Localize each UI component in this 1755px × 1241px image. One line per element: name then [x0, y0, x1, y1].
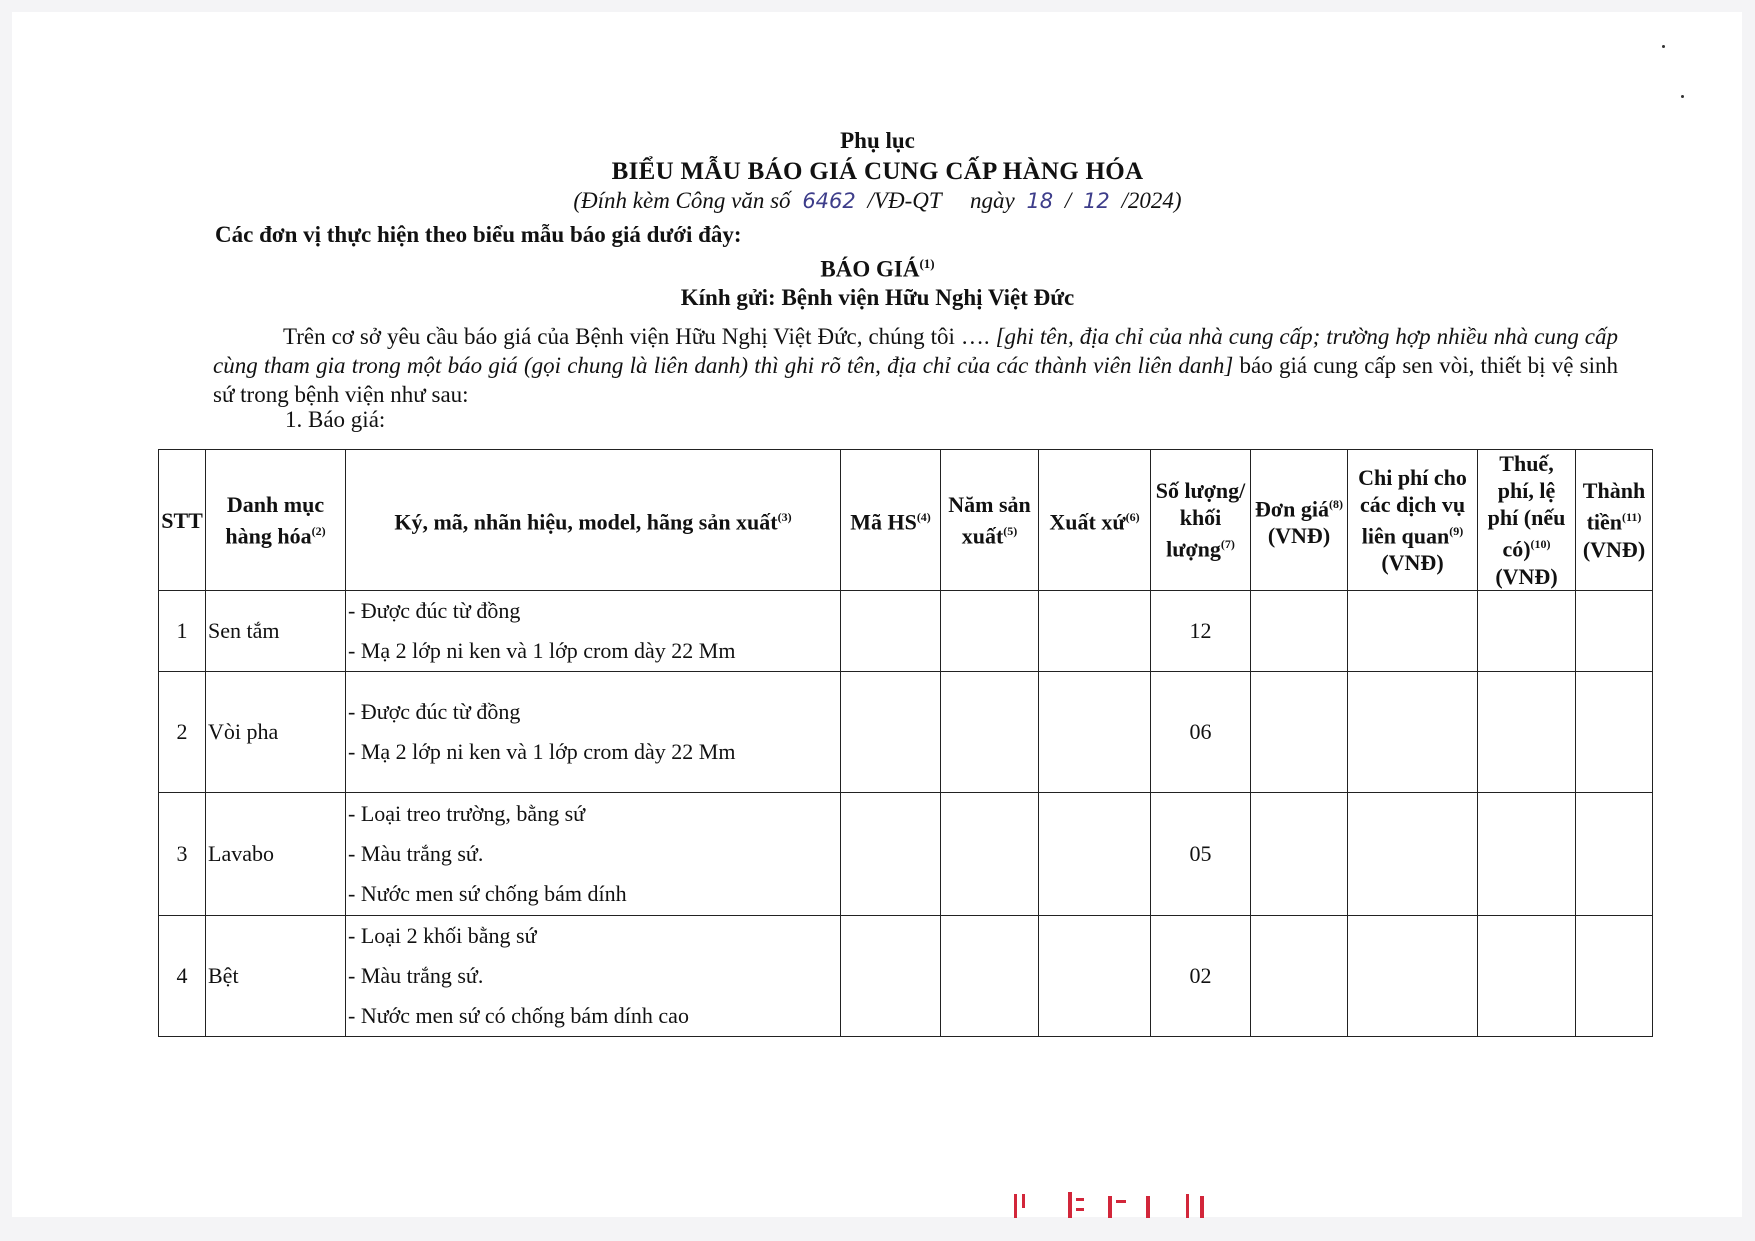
row-stt: 4	[159, 916, 206, 1037]
scan-speck	[1662, 45, 1665, 48]
row-item-name: Lavabo	[206, 793, 346, 916]
column-header-label: Thành tiền	[1582, 478, 1646, 535]
row-specs	[346, 672, 841, 793]
spec-line: - Được đúc từ đồng	[348, 598, 521, 623]
column-header-note: (7)	[1220, 537, 1235, 552]
intro-end: báo giá cung cấp sen vòi, thiết bị vệ sinh sứ trong bệnh viện như sau:	[213, 353, 1618, 407]
attachment-line: (Đính kèm Công văn số 6462 /VĐ-QT ngày 18 / 12 /2024)	[573, 188, 1182, 213]
row-hs-code	[841, 916, 941, 1037]
table-header-row	[159, 450, 1653, 591]
row-quantity: 12	[1151, 591, 1251, 672]
column-header	[1576, 450, 1653, 591]
intro-italic: [ghi tên, địa chỉ của nhà cung cấp; trường hợp nhiều nhà cung cấp cùng tham gia trong một báo giá (gọi chung là liên danh) thì ghi rõ tên, địa chỉ của các thành viên liên danh]	[213, 324, 1618, 378]
row-item-name: Sen tắm	[206, 591, 346, 672]
row-total	[1576, 793, 1653, 916]
row-specs	[346, 793, 841, 916]
column-header-note: (3)	[777, 510, 792, 525]
row-item-name: Vòi pha	[206, 672, 346, 793]
row-total	[1576, 672, 1653, 793]
row-hs-code	[841, 672, 941, 793]
column-header-note: (5)	[1003, 523, 1018, 538]
date-day: 18	[1026, 189, 1054, 213]
row-year	[941, 916, 1039, 1037]
quote-title: BÁO GIÁ$^{(1)}$	[820, 256, 935, 282]
column-header-label: Ký, mã, nhãn hiệu, model, hãng sản xuất	[394, 509, 778, 535]
spec-line: - Mạ 2 lớp ni ken và 1 lớp crom dày 22 Mm	[348, 638, 736, 663]
column-header	[1348, 450, 1478, 591]
row-service-cost	[1348, 591, 1478, 672]
appendix-heading: Phụ lục	[840, 128, 915, 153]
column-header-label: Danh mục hàng hóa	[225, 491, 325, 549]
column-header-note: (4)	[916, 510, 931, 525]
spec-line: - Loại 2 khối bằng sứ	[348, 923, 537, 948]
form-title: BIỂU MẪU BÁO GIÁ CUNG CẤP HÀNG HÓA	[611, 158, 1144, 185]
addressee: Kính gửi: Bệnh viện Hữu Nghị Việt Đức	[680, 285, 1075, 310]
scan-speck	[1681, 95, 1684, 98]
spec-line: - Được đúc từ đồng	[348, 699, 521, 724]
row-service-cost	[1348, 672, 1478, 793]
table-row	[159, 916, 1653, 1037]
column-header	[1478, 450, 1576, 591]
column-header	[1039, 450, 1151, 591]
column-header	[941, 450, 1039, 591]
row-quantity: 06	[1151, 672, 1251, 793]
column-header-label: STT	[161, 507, 203, 533]
row-specs	[346, 916, 841, 1037]
table-row	[159, 591, 1653, 672]
column-header-note: (8)	[1328, 496, 1343, 511]
column-header-label: Xuất xứ	[1049, 509, 1126, 535]
column-header-note: (9)	[1449, 523, 1464, 538]
table-row	[159, 793, 1653, 916]
column-header	[1251, 450, 1348, 591]
spec-line: - Nước men sứ có chống bám dính cao	[348, 1003, 689, 1028]
row-hs-code	[841, 793, 941, 916]
intro-paragraph	[213, 322, 1618, 409]
column-header-note: (11)	[1622, 510, 1642, 525]
dispatch-code: /VĐ-QT	[867, 188, 942, 213]
row-tax	[1478, 916, 1576, 1037]
row-service-cost	[1348, 793, 1478, 916]
row-origin	[1039, 793, 1151, 916]
date-year: /2024)	[1121, 188, 1182, 213]
column-header-note: (2)	[311, 523, 326, 538]
row-unit-price	[1251, 672, 1348, 793]
row-stt: 3	[159, 793, 206, 916]
spec-line: - Loại treo trường, bằng sứ	[348, 801, 586, 826]
column-header	[206, 450, 346, 591]
column-header-note: (10)	[1530, 537, 1551, 552]
row-quantity: 05	[1151, 793, 1251, 916]
column-header	[1151, 450, 1251, 591]
column-header-note: (6)	[1125, 510, 1140, 525]
column-header	[841, 450, 941, 591]
row-unit-price	[1251, 591, 1348, 672]
quote-title-note: (1)	[919, 256, 935, 271]
quote-table	[158, 449, 1653, 1037]
row-unit-price	[1251, 793, 1348, 916]
dispatch-number: 6462	[802, 189, 856, 213]
row-unit-price	[1251, 916, 1348, 1037]
spec-line: - Nước men sứ chống bám dính	[348, 881, 627, 906]
column-header-unit: (VNĐ)	[1495, 563, 1558, 589]
row-tax	[1478, 672, 1576, 793]
section-heading: 1. Báo giá:	[285, 407, 386, 432]
row-year	[941, 793, 1039, 916]
row-origin	[1039, 591, 1151, 672]
instruction-text: Các đơn vị thực hiện theo biểu mẫu báo giá dưới đây:	[215, 222, 742, 247]
column-header-label: Năm sản xuất	[948, 491, 1031, 549]
column-header-label: Mã HS	[850, 509, 917, 535]
spec-line: - Mạ 2 lớp ni ken và 1 lớp crom dày 22 Mm	[348, 739, 736, 764]
row-service-cost	[1348, 916, 1478, 1037]
row-stt: 1	[159, 591, 206, 672]
column-header	[159, 450, 206, 591]
column-header-unit: (VNĐ)	[1267, 523, 1331, 549]
row-tax	[1478, 591, 1576, 672]
date-month: 12	[1083, 189, 1110, 213]
row-origin	[1039, 672, 1151, 793]
column-header-unit: (VNĐ)	[1381, 550, 1444, 576]
column-header-label: Thuế, phí, lệ phí (nếu có)	[1487, 451, 1566, 562]
row-year	[941, 672, 1039, 793]
row-tax	[1478, 793, 1576, 916]
column-header-label: Số lượng/ khối lượng	[1155, 478, 1246, 562]
column-header-label: Đơn giá	[1255, 496, 1329, 522]
spec-line: - Màu trắng sứ.	[348, 841, 484, 866]
row-year	[941, 591, 1039, 672]
row-item-name: Bệt	[206, 916, 346, 1037]
table-row	[159, 672, 1653, 793]
row-total	[1576, 591, 1653, 672]
column-header-unit: (VNĐ)	[1582, 536, 1646, 562]
column-header	[346, 450, 841, 591]
date-label: ngày	[969, 188, 1015, 213]
row-stt: 2	[159, 672, 206, 793]
spec-line: - Màu trắng sứ.	[348, 963, 484, 988]
row-quantity: 02	[1151, 916, 1251, 1037]
column-header-label: Chi phí cho các dịch vụ liên quan	[1358, 464, 1467, 549]
intro-plain: Trên cơ sở yêu cầu báo giá của Bệnh viện Hữu Nghị Việt Đức, chúng tôi ….	[283, 324, 990, 349]
row-specs	[346, 591, 841, 672]
row-hs-code	[841, 591, 941, 672]
row-total	[1576, 916, 1653, 1037]
stamp-fragment	[1010, 1190, 1230, 1222]
attachment-prefix: (Đính kèm Công văn số	[573, 188, 791, 213]
row-origin	[1039, 916, 1151, 1037]
